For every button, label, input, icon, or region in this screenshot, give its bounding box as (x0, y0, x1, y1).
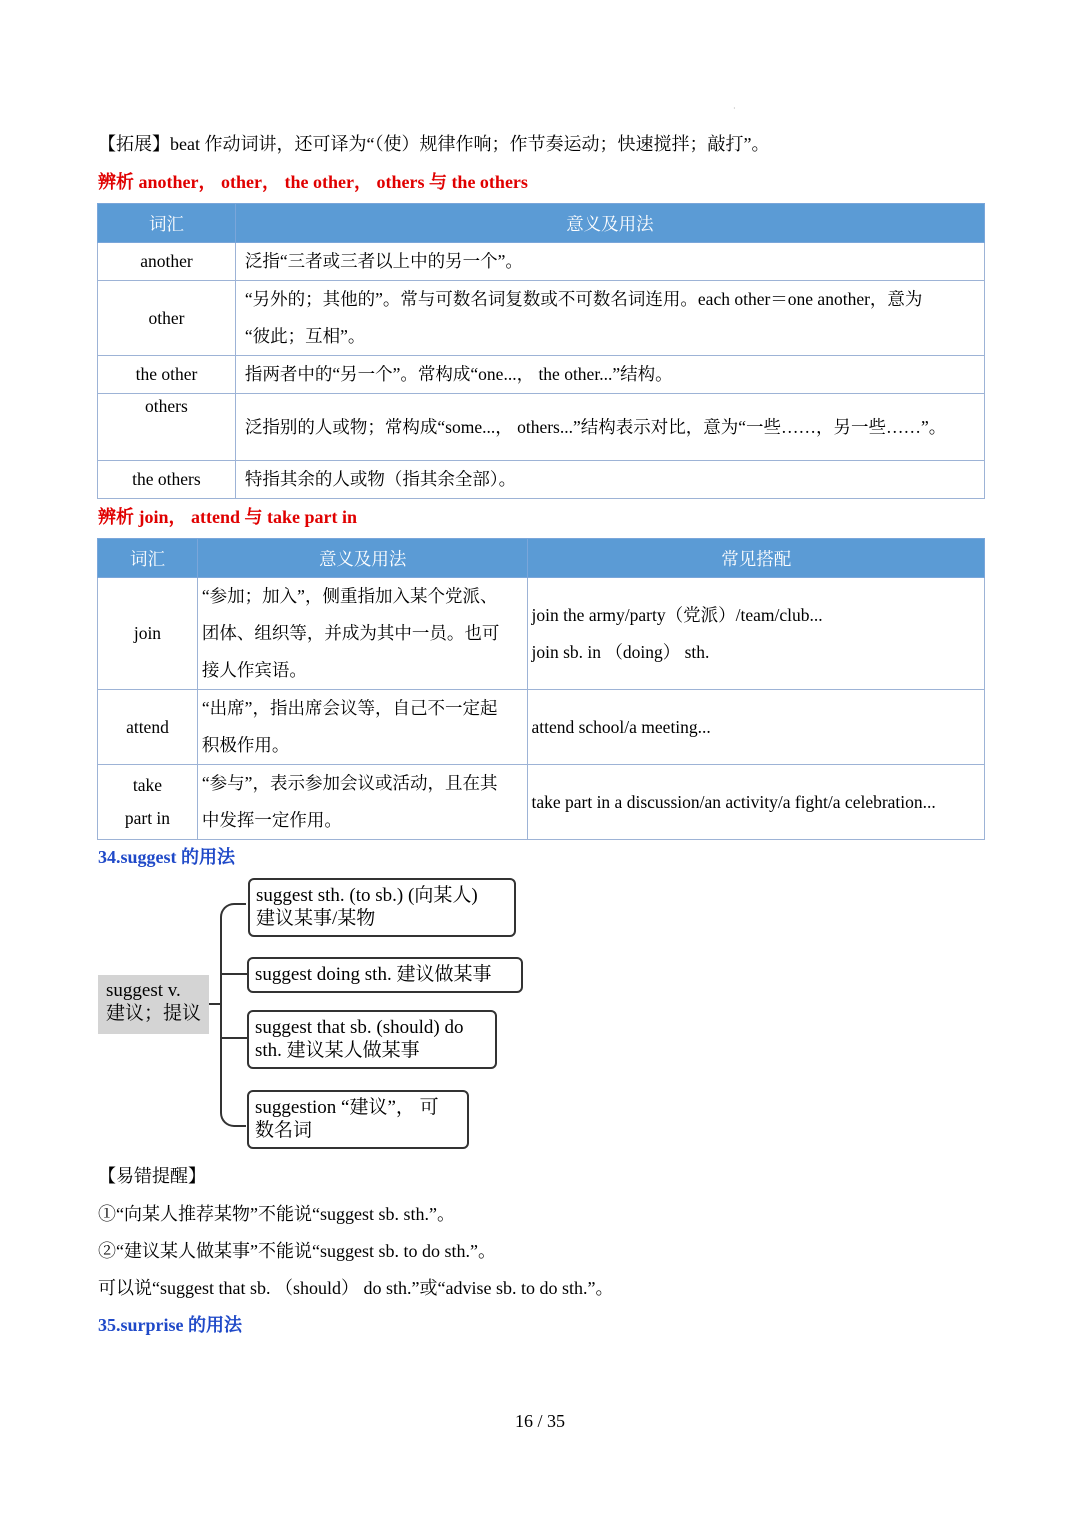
table-cell-usage (197, 765, 528, 840)
connector (209, 1003, 220, 1005)
table-cell-word: others (98, 394, 236, 461)
page-number: 16 / 35 (514, 1411, 565, 1431)
table-cell-word: join (98, 578, 198, 690)
usage-line: 积极作用。 (201, 735, 290, 755)
section-title-suggest: 34.suggest 的用法 (98, 847, 236, 867)
table-cell-usage: 泛指别的人或物；常构成“some...， others...”结构表示对比，意为“一些……，另一些……”。 (235, 394, 984, 461)
mindmap-branch-suggest-sth (248, 878, 516, 937)
table-header: 意义及用法 (235, 204, 984, 243)
branch-line: 数名词 (255, 1120, 313, 1141)
table-cell-word: other (98, 281, 236, 356)
branch-line: sth. 建议某人做某事 (255, 1040, 420, 1061)
word-line: part in (124, 808, 171, 828)
collocation-line: join sb. in （doing） sth. (531, 641, 710, 662)
usage-line: 接人作宾语。 (201, 660, 307, 680)
table-cell-usage (197, 578, 528, 690)
page-mark: · (733, 104, 736, 113)
usage-line: 团体、组织等，并成为其中一员。也可 (201, 623, 500, 643)
table-header: 词汇 (98, 539, 198, 578)
branch-line: suggestion “建议”， 可 (255, 1097, 439, 1118)
usage-line: “彼此；互相”。 (244, 326, 366, 346)
table-cell-usage: 特指其余的人或物（指其余全部）。 (235, 461, 984, 499)
tip-item: ①“向某人推荐某物”不能说“suggest sb. sth.”。 (98, 1204, 455, 1224)
table-header: 词汇 (98, 204, 236, 243)
join-attend-table (97, 538, 985, 840)
usage-line: 中发挥一定作用。 (201, 810, 342, 830)
table-cell-usage (235, 281, 984, 356)
table-cell-word (98, 765, 198, 840)
mindmap-branch-suggestion (247, 1090, 469, 1149)
expand-note: 【拓展】beat 作动词讲，还可译为“（使）规律作响；作节奏运动；快速搅拌；敲打”。 (98, 134, 770, 154)
mindmap-root-line: 建议；提议 (106, 1003, 202, 1024)
usage-line: “另外的；其他的”。常与可数名词复数或不可数名词连用。each other＝one another，意为 (244, 289, 923, 309)
table-cell-collocation: attend school/a meeting... (528, 690, 985, 765)
table-cell-collocation: take part in a discussion/an activity/a fight/a celebration... (528, 765, 985, 840)
branch-line: suggest that sb. (should) do (255, 1017, 464, 1038)
tip-item: 可以说“suggest that sb. （should） do sth.”或“advise sb. to do sth.”。 (98, 1278, 614, 1298)
another-other-table (97, 203, 985, 499)
usage-line: “参与”，表示参加会议或活动，且在其 (201, 773, 498, 793)
collocation-line: join the army/party（党派）/team/club... (531, 604, 823, 625)
connector (220, 1037, 248, 1039)
mindmap-branch-suggest-doing: suggest doing sth. 建议做某事 (247, 957, 523, 993)
usage-line: “参加；加入”，侧重指加入某个党派、 (201, 586, 498, 606)
mindmap-branch-suggest-that (247, 1010, 497, 1069)
connector (220, 903, 246, 1127)
table-cell-word: the other (98, 356, 236, 394)
table-cell-usage: 指两者中的“另一个”。常构成“one...， the other...”结构。 (235, 356, 984, 394)
table-cell-word: another (98, 243, 236, 281)
section-title-surprise: 35.surprise 的用法 (98, 1315, 242, 1335)
connector (220, 973, 248, 975)
table-header: 常见搭配 (528, 539, 985, 578)
usage-line: “出席”，指出席会议等，自己不一定起 (201, 698, 498, 718)
branch-line: 建议某事/某物 (256, 908, 376, 929)
table-cell-collocation (528, 578, 985, 690)
section-title-join: 辨析 join， attend 与 take part in (98, 507, 358, 527)
mindmap-root (98, 975, 209, 1034)
table-cell-usage (197, 690, 528, 765)
table-cell-word: the others (98, 461, 236, 499)
tip-item: ②“建议某人做某事”不能说“suggest sb. to do sth.”。 (98, 1241, 496, 1261)
section-title-another: 辨析 another， other， the other， others 与 the others (98, 172, 528, 192)
word-line: take (132, 775, 163, 795)
tips-title: 【易错提醒】 (98, 1166, 206, 1186)
table-cell-word: attend (98, 690, 198, 765)
table-cell-usage: 泛指“三者或三者以上中的另一个”。 (235, 243, 984, 281)
branch-line: suggest sth. (to sb.) (向某人) (256, 885, 478, 906)
mindmap-root-line: suggest v. (106, 980, 181, 1001)
table-header: 意义及用法 (197, 539, 528, 578)
